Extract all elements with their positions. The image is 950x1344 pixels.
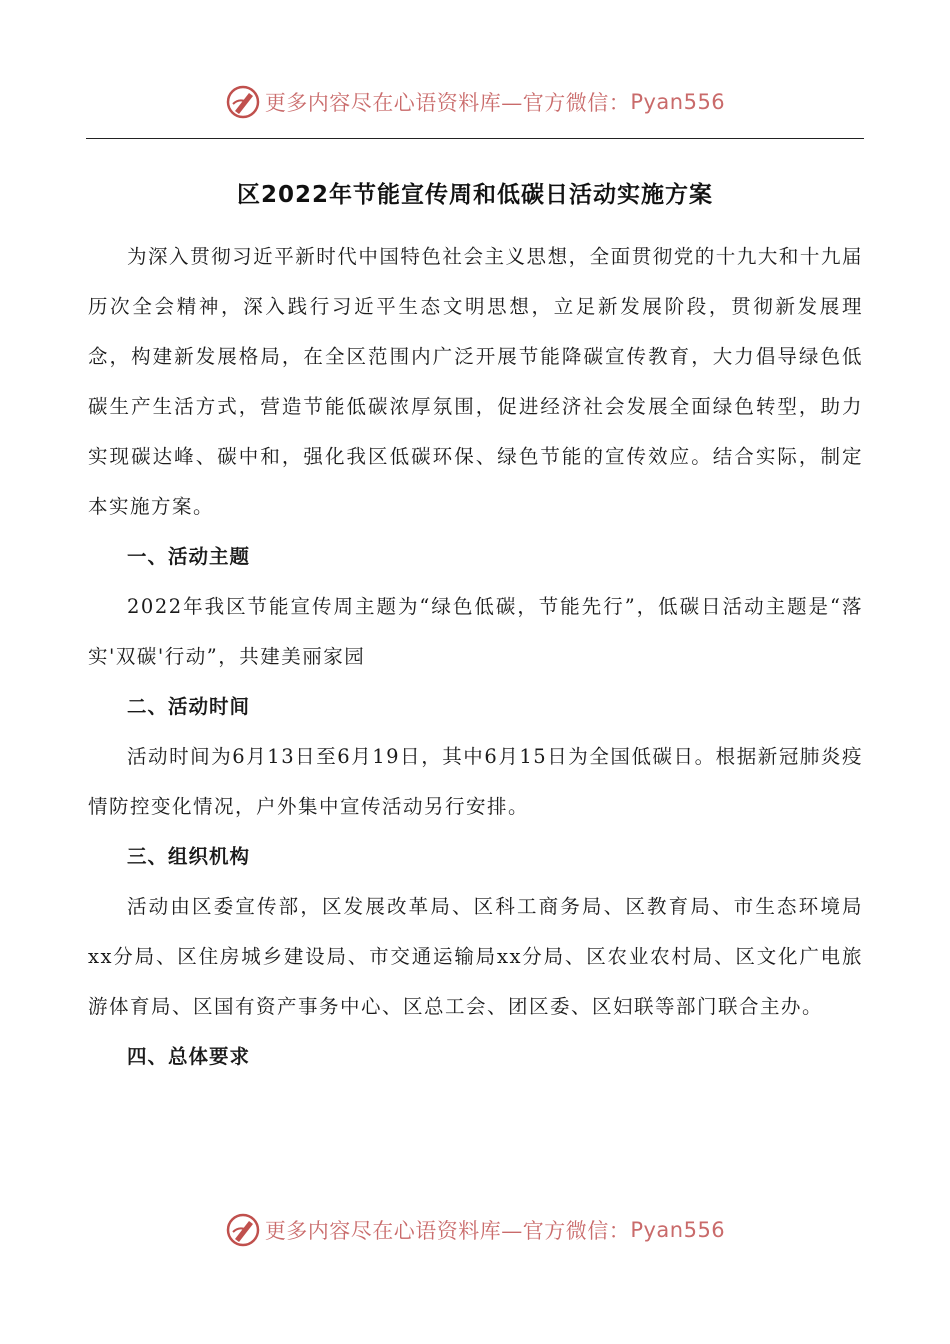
section-heading: 二、活动时间 xyxy=(127,695,251,718)
intro-paragraph: 为深入贯彻习近平新时代中国特色社会主义思想，全面贯彻党的十九大和十九届历次全会精神，深入践行习近平生态文明思想，立足新发展阶段，贯彻新发展理念，构建新发展格局，在全区范围内广泛开展节能降碳宣传教育，大力倡导绿色低碳生产生活方式，营造节能低碳浓厚氛围，促进经济社会发展全面绿色转型，助力实现碳达峰、碳中和，强化我区低碳环保、绿色节能的宣传效应。结合实际，制定本实施方案。 xyxy=(88,245,863,518)
section-heading: 三、组织机构 xyxy=(127,845,251,868)
section-heading: 四、总体要求 xyxy=(127,1045,251,1068)
section-paragraph: 活动时间为6月13日至6月19日，其中6月15日为全国低碳日。根据新冠肺炎疫情防控变化情况，户外集中宣传活动另行安排。 xyxy=(88,745,863,818)
section-paragraph: 活动由区委宣传部，区发展改革局、区科工商务局、区教育局、市生态环境局xx分局、区住房城乡建设局、市交通运输局xx分局、区农业农村局、区文化广电旅游体育局、区国有资产事务中心、区总工会、团区委、区妇联等部门联合主办。 xyxy=(88,895,863,1018)
section-heading: 一、活动主题 xyxy=(127,545,251,568)
banner-text: 更多内容尽在心语资料库—官方微信： xyxy=(264,1219,631,1243)
header-divider xyxy=(86,138,864,139)
document-body xyxy=(88,232,863,1082)
header-banner xyxy=(0,80,950,124)
footer-banner xyxy=(0,1208,950,1252)
banner-wechat-id: Pyan556 xyxy=(630,90,726,114)
banner-wechat-id: Pyan556 xyxy=(630,1218,726,1242)
banner-text: 更多内容尽在心语资料库—官方微信： xyxy=(264,91,631,115)
pen-logo-icon xyxy=(225,1212,261,1248)
document-title: 区2022年节能宣传周和低碳日活动实施方案 xyxy=(236,182,713,208)
section-paragraph: 2022年我区节能宣传周主题为“绿色低碳，节能先行”，低碳日活动主题是“落实'双碳'行动”，共建美丽家园 xyxy=(88,595,863,668)
pen-logo-icon xyxy=(225,84,261,120)
